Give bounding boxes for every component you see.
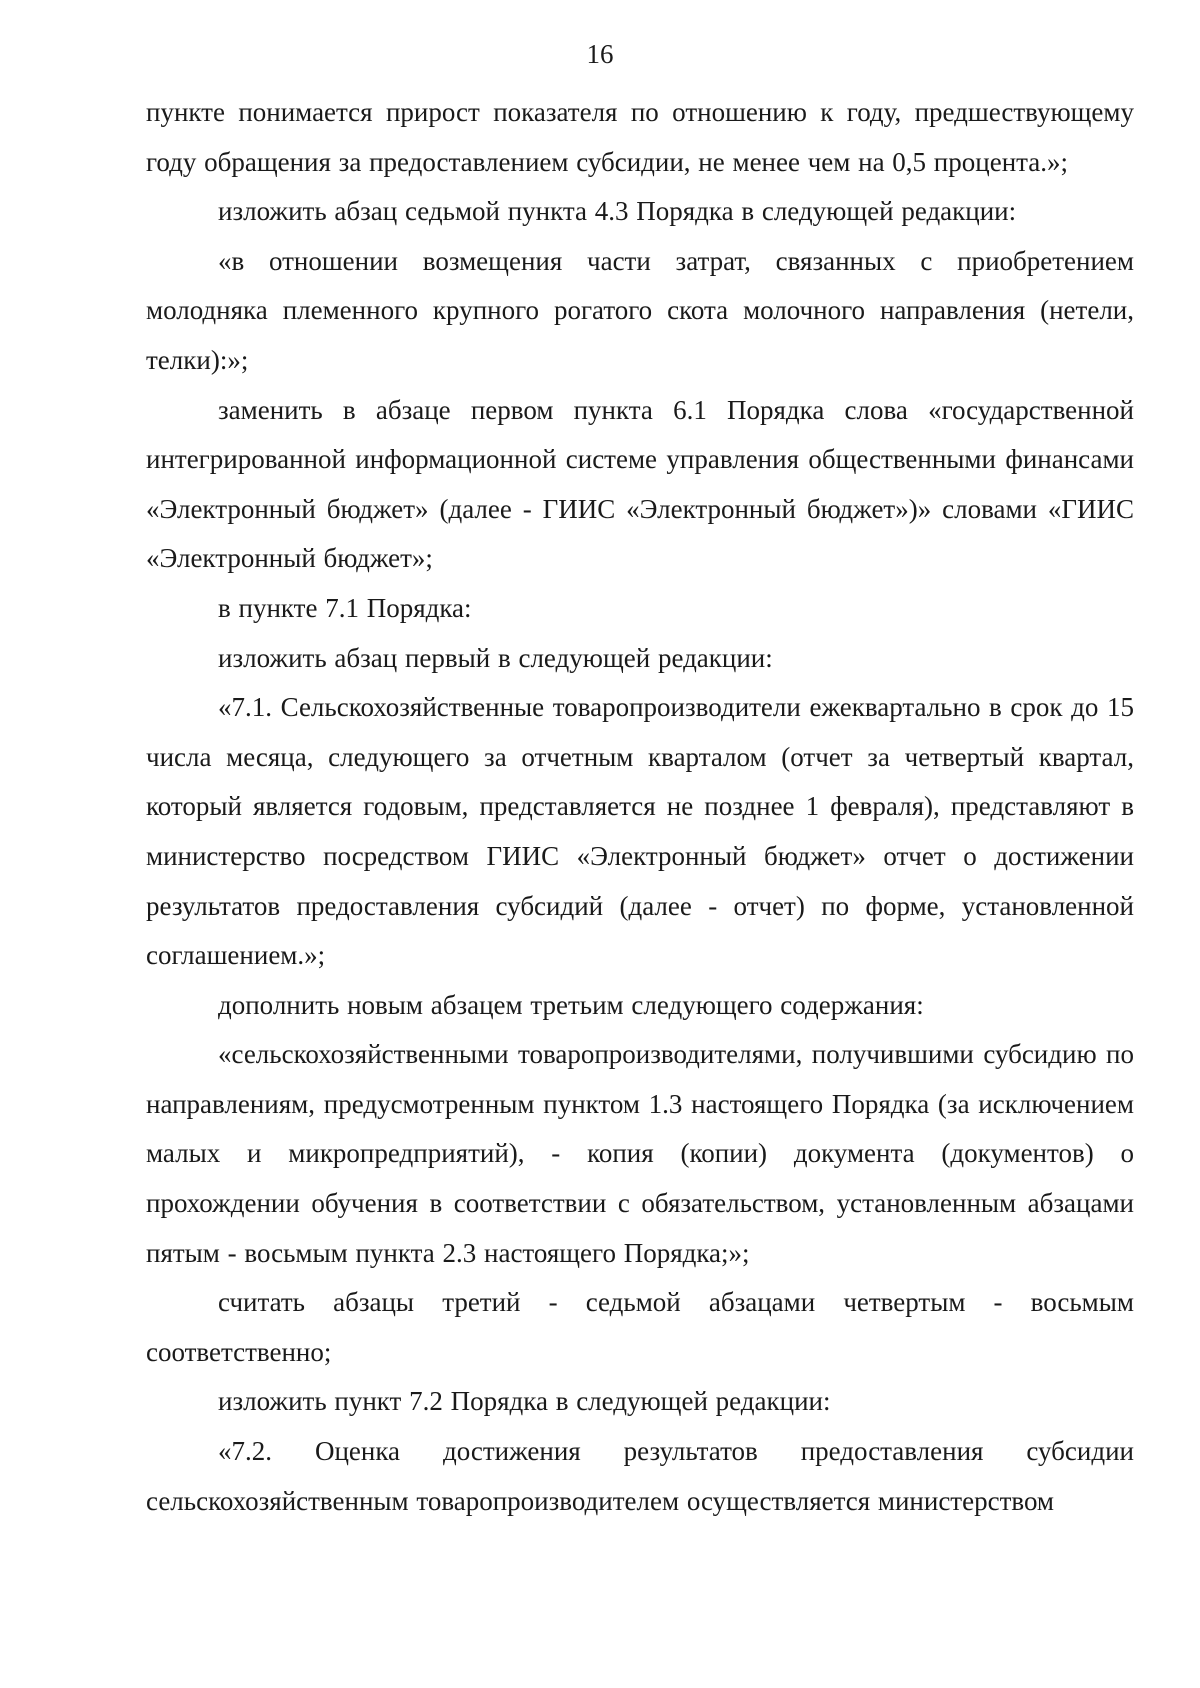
paragraph: «в отношении возмещения части затрат, связанных с приобретением молодняка племенного крупного рогатого скота молочного направления (нетели, телки):»; xyxy=(146,245,1134,375)
paragraph-continuation: пункте понимается прирост показателя по отношению к году, предшествующему году обращения за предоставлением субсидии, не менее чем на 0,5 процента.»; xyxy=(146,97,1134,177)
paragraph: «7.2. Оценка достижения результатов предоставления субсидии сельскохозяйственным товаропроизводителем осуществляется министерством xyxy=(146,1436,1134,1516)
paragraph: считать абзацы третий - седьмой абзацами четвертым - восьмым соответственно; xyxy=(146,1287,1134,1367)
paragraph: изложить абзац первый в следующей редакции: xyxy=(218,642,773,673)
paragraph: «7.1. Сельскохозяйственные товаропроизводители ежеквартально в срок до 15 числа месяца, следующего за отчетным кварталом (отчет за четвертый квартал, который является годовым, представляется не позднее 1 февраля), представляют в министерство посредством ГИИС «Электронный бюджет» отчет о достижении результатов предоставления субсидий (далее - отчет) по форме, установленной соглашением.»; xyxy=(146,692,1134,971)
paragraph: заменить в абзаце первом пункта 6.1 Порядка слова «государственной интегрированной информационной системе управления общественными финансами «Электронный бюджет» (далее - ГИИС «Электронный бюджет»)» словами «ГИИС «Электронный бюджет»; xyxy=(146,394,1134,574)
document-body xyxy=(146,88,1134,1526)
paragraph: изложить пункт 7.2 Порядка в следующей редакции: xyxy=(218,1386,831,1417)
page-number: 16 xyxy=(586,39,614,69)
paragraph: «сельскохозяйственными товаропроизводителями, получившими субсидию по направлениям, предусмотренным пунктом 1.3 настоящего Порядка (за исключением малых и микропредприятий), - копия (копии) документа (документов) о прохождении обучения в соответствии с обязательством, установленным абзацами пятым - восьмым пункта 2.3 настоящего Порядка;»; xyxy=(146,1039,1134,1268)
paragraph: дополнить новым абзацем третьим следующего содержания: xyxy=(218,989,924,1020)
paragraph: изложить абзац седьмой пункта 4.3 Порядка в следующей редакции: xyxy=(218,196,1017,227)
paragraph: в пункте 7.1 Порядка: xyxy=(218,592,472,623)
